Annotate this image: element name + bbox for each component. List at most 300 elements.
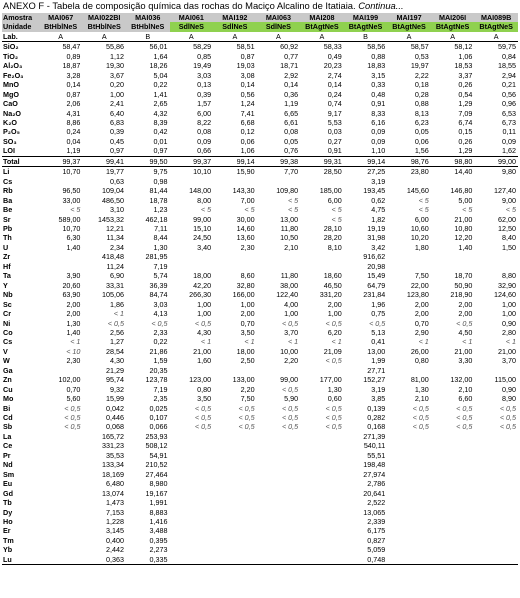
element-label: Sm	[3, 469, 15, 479]
sample-id-cell: MAI199	[344, 13, 388, 22]
element-label: Cu	[3, 384, 13, 394]
value-cell: 2,50	[240, 356, 255, 366]
value-cell: 0,22	[153, 80, 168, 90]
value-cell: < 0,5	[194, 413, 212, 423]
trace-element-row	[2, 470, 518, 479]
value-cell: 2,74	[327, 70, 342, 80]
value-cell: 508,12	[145, 441, 168, 451]
value-cell: < 0,5	[238, 413, 255, 423]
header-label: Unidade	[2, 22, 39, 31]
value-cell: 18,60	[323, 271, 342, 281]
value-cell: 12,21	[105, 223, 124, 233]
value-cell: 8,90	[502, 394, 516, 404]
value-cell: 2,786	[367, 479, 386, 489]
value-cell: 35,53	[105, 450, 124, 460]
value-cell: 0,11	[502, 127, 516, 137]
value-cell: 56,01	[149, 42, 168, 52]
value-cell: 146,80	[450, 186, 473, 196]
lab-cell: A	[82, 32, 126, 42]
value-cell	[213, 508, 257, 517]
value-cell: 4,30	[109, 356, 124, 366]
value-cell	[387, 508, 431, 517]
value-cell: 58,29	[193, 42, 212, 52]
value-cell	[213, 498, 257, 507]
value-cell: 916,62	[363, 252, 386, 262]
trace-element-row	[2, 356, 518, 365]
unit-cell: BtAgtNeS	[474, 22, 518, 31]
element-label: Ce	[3, 441, 13, 451]
value-cell: 2,10	[458, 384, 473, 394]
value-cell: 1,30	[66, 318, 81, 328]
major-oxide-row	[2, 42, 518, 52]
value-cell: 24,50	[193, 233, 212, 243]
element-label: MgO	[3, 89, 19, 99]
value-cell: 0,97	[109, 146, 124, 156]
value-cell: 98,80	[431, 156, 475, 166]
value-cell: < 0,5	[281, 422, 299, 432]
value-cell	[431, 432, 475, 441]
value-cell	[170, 451, 214, 460]
value-cell: 0,33	[371, 80, 386, 90]
value-cell	[300, 252, 344, 261]
value-cell: < 5	[70, 205, 81, 215]
value-cell: 2,33	[153, 327, 168, 337]
value-cell: 5,059	[367, 545, 386, 555]
value-cell: < 5	[418, 205, 429, 215]
value-cell: 0,139	[367, 403, 386, 413]
sample-id-cell: MAI063	[257, 13, 301, 22]
value-cell: 59,75	[498, 42, 516, 52]
table-title	[3, 0, 404, 12]
element-label: Fe₂O₃	[3, 70, 24, 80]
value-cell	[39, 479, 83, 488]
lab-cell: A	[387, 32, 431, 42]
value-cell	[474, 262, 518, 271]
value-cell: 0,24	[66, 127, 81, 137]
value-cell	[170, 470, 214, 479]
trace-element-row	[2, 224, 518, 233]
value-cell: 0,282	[367, 413, 386, 423]
trace-element-row	[2, 319, 518, 328]
value-cell	[431, 536, 475, 545]
value-cell: 143,30	[232, 186, 255, 196]
value-cell: 2,65	[153, 99, 168, 109]
value-cell: 1,40	[66, 242, 81, 252]
value-cell: < 1	[244, 337, 255, 347]
element-label: Yb	[3, 545, 13, 555]
value-cell	[170, 479, 214, 488]
value-cell	[300, 498, 344, 507]
value-cell: < 0,5	[325, 318, 342, 328]
value-cell: 145,60	[406, 186, 429, 196]
value-cell: 42,20	[193, 280, 212, 290]
value-cell: 5,53	[327, 117, 342, 127]
value-cell: 0,08	[197, 127, 212, 137]
value-cell: 0,04	[66, 136, 81, 146]
value-cell: 271,39	[363, 431, 386, 441]
value-cell: 10,70	[62, 167, 81, 177]
trace-element-row	[2, 215, 518, 224]
value-cell: 0,827	[367, 535, 386, 545]
value-cell: 20,641	[363, 488, 386, 498]
value-cell: 0,97	[153, 146, 168, 156]
value-cell: 4,50	[458, 327, 473, 337]
value-cell	[257, 460, 301, 469]
value-cell	[387, 517, 431, 526]
sample-id-cell: MAI208	[300, 13, 344, 22]
value-cell	[387, 366, 431, 375]
element-label: Na₂O	[3, 108, 21, 118]
value-cell	[213, 517, 257, 526]
value-cell: 1,24	[240, 99, 255, 109]
value-cell: 99,50	[126, 156, 170, 166]
element-label: V	[3, 346, 8, 356]
value-cell: 19,167	[145, 488, 168, 498]
value-cell: 1,06	[240, 146, 255, 156]
value-cell: 19,97	[410, 61, 429, 71]
value-cell: 2,20	[240, 384, 255, 394]
value-cell: 4,00	[284, 299, 299, 309]
value-cell	[257, 441, 301, 450]
element-label: Bi	[3, 403, 11, 413]
value-cell: 8,39	[153, 117, 168, 127]
element-label: Rb	[3, 186, 13, 196]
value-cell: 0,80	[197, 384, 212, 394]
value-cell: 18,55	[498, 61, 516, 71]
header-label: Lab.	[2, 32, 39, 42]
element-label: Pr	[3, 450, 11, 460]
lab-cell: A	[170, 32, 214, 42]
trace-element-row	[2, 300, 518, 309]
value-cell: 2,41	[109, 99, 124, 109]
unit-cell: BtAgtNeS	[300, 22, 344, 31]
value-cell: 1,30	[327, 384, 342, 394]
value-cell: 58,51	[236, 42, 255, 52]
value-cell	[387, 177, 431, 186]
value-cell: 3,145	[105, 526, 124, 536]
value-cell: 27,25	[367, 167, 386, 177]
value-cell	[300, 545, 344, 554]
value-cell: 21,29	[105, 365, 124, 375]
lab-cell: B	[344, 32, 388, 42]
value-cell: 15,10	[193, 223, 212, 233]
major-oxide-row	[2, 137, 518, 146]
value-cell: 0,28	[414, 89, 429, 99]
value-cell: 14,40	[454, 167, 473, 177]
value-cell: 0,068	[105, 422, 124, 432]
sample-id-cell: MAI067	[39, 13, 83, 22]
element-label: K₂O	[3, 117, 17, 127]
value-cell	[39, 252, 83, 261]
value-cell	[39, 451, 83, 460]
value-cell: 0,98	[153, 176, 168, 186]
value-cell	[431, 366, 475, 375]
value-cell: 18,26	[149, 61, 168, 71]
value-cell	[213, 479, 257, 488]
value-cell	[257, 262, 301, 271]
element-label: Ni	[3, 318, 11, 328]
value-cell: 60,92	[280, 42, 299, 52]
value-cell	[431, 252, 475, 261]
value-cell: 21,00	[454, 214, 473, 224]
value-cell: 0,168	[367, 422, 386, 432]
value-cell: 4,13	[153, 309, 168, 319]
value-cell: 62,00	[498, 214, 516, 224]
element-label: Ga	[3, 365, 13, 375]
value-cell: 231,84	[363, 290, 386, 300]
value-cell: 0,70	[240, 318, 255, 328]
element-label: Sb	[3, 422, 13, 432]
value-cell: 6,175	[367, 526, 386, 536]
value-cell: 3,19	[371, 384, 386, 394]
value-cell: 21,09	[323, 346, 342, 356]
value-cell: 3,85	[371, 394, 386, 404]
trace-element-row	[2, 460, 518, 469]
value-cell: 193,45	[363, 186, 386, 196]
value-cell: 1,96	[371, 299, 386, 309]
value-cell	[300, 555, 344, 565]
value-cell	[170, 536, 214, 545]
element-label: Zn	[3, 375, 12, 385]
value-cell: 81,44	[149, 186, 168, 196]
value-cell: < 1	[113, 309, 124, 319]
value-cell	[257, 451, 301, 460]
value-cell: 0,88	[414, 99, 429, 109]
lab-cell: A	[431, 32, 475, 42]
value-cell	[39, 366, 83, 375]
value-cell	[474, 526, 518, 535]
value-cell: 0,09	[502, 136, 516, 146]
value-cell: 1,00	[502, 299, 516, 309]
value-cell: 0,395	[149, 535, 168, 545]
value-cell: 8,33	[371, 108, 386, 118]
unit-cell: BtHblNeS	[126, 22, 170, 31]
value-cell: 28,50	[323, 167, 342, 177]
value-cell: 58,12	[454, 42, 473, 52]
value-cell: 0,89	[66, 51, 81, 61]
value-cell: 63,90	[62, 290, 81, 300]
value-cell: 99,37	[39, 156, 83, 166]
value-cell: < 0,5	[194, 403, 212, 413]
value-cell: 1,29	[458, 99, 473, 109]
value-cell	[170, 432, 214, 441]
element-label: La	[3, 431, 12, 441]
value-cell: 4,32	[153, 108, 168, 118]
value-cell	[474, 479, 518, 488]
value-cell	[213, 489, 257, 498]
value-cell: 6,61	[284, 117, 299, 127]
element-label: SiO₂	[3, 42, 19, 52]
element-label: Ba	[3, 195, 13, 205]
value-cell: 2,00	[458, 309, 473, 319]
lab-cell: A	[300, 32, 344, 42]
value-cell: 7,00	[240, 195, 255, 205]
value-cell: 19,49	[193, 61, 212, 71]
value-cell: 0,80	[414, 356, 429, 366]
value-cell: 8,60	[240, 271, 255, 281]
value-cell: 5,13	[371, 327, 386, 337]
value-cell: 32,80	[236, 280, 255, 290]
value-cell: 1,59	[153, 356, 168, 366]
value-cell: 0,042	[105, 403, 124, 413]
value-cell: < 0,5	[64, 413, 81, 423]
lab-cell: A	[213, 32, 257, 42]
value-cell: 10,00	[280, 346, 299, 356]
element-label: U	[3, 242, 9, 252]
value-cell	[170, 366, 214, 375]
value-cell: 0,48	[371, 89, 386, 99]
trace-element-row	[2, 451, 518, 460]
value-cell: < 0,5	[499, 422, 516, 432]
value-cell: 6,00	[197, 108, 212, 118]
value-cell: < 0,5	[412, 422, 429, 432]
value-cell: 6,83	[109, 117, 124, 127]
value-cell: 98,76	[387, 156, 431, 166]
value-cell: 1,23	[153, 205, 168, 215]
value-cell	[170, 489, 214, 498]
value-cell: 2,00	[458, 299, 473, 309]
value-cell: 1,80	[414, 242, 429, 252]
value-cell: 0,70	[66, 384, 81, 394]
chemical-composition-table	[2, 13, 518, 565]
value-cell	[257, 177, 301, 186]
value-cell	[474, 498, 518, 507]
trace-element-row	[2, 394, 518, 403]
value-cell	[387, 460, 431, 469]
value-cell	[431, 451, 475, 460]
value-cell: 7,11	[154, 223, 168, 233]
value-cell: 3,03	[197, 70, 212, 80]
element-label: P₂O₅	[3, 127, 20, 137]
lab-cell: A	[257, 32, 301, 42]
value-cell: 331,20	[319, 290, 342, 300]
value-cell: 27,71	[367, 365, 386, 375]
value-cell: 3,10	[109, 205, 124, 215]
element-label: Li	[3, 167, 10, 177]
value-cell: 0,45	[109, 136, 124, 146]
value-cell: 3,50	[240, 327, 255, 337]
value-cell	[387, 498, 431, 507]
value-cell: 0,14	[327, 80, 342, 90]
trace-element-row	[2, 347, 518, 356]
value-cell: 33,00	[62, 195, 81, 205]
value-cell: 27,464	[145, 469, 168, 479]
value-cell: 10,70	[62, 223, 81, 233]
value-cell: 210,52	[145, 460, 168, 470]
value-cell	[257, 432, 301, 441]
value-cell: 3,15	[371, 70, 386, 80]
value-cell: 115,00	[494, 375, 516, 385]
value-cell: 6,00	[327, 195, 342, 205]
value-cell: 6,65	[284, 108, 299, 118]
value-cell: 0,24	[327, 89, 342, 99]
value-cell: 0,05	[414, 127, 429, 137]
trace-element-row	[2, 196, 518, 205]
value-cell	[431, 262, 475, 271]
value-cell: < 0,5	[281, 318, 299, 328]
value-cell: 2,00	[414, 309, 429, 319]
value-cell: 0,066	[149, 422, 168, 432]
value-cell: 127,40	[494, 186, 516, 196]
element-label: Hf	[3, 261, 11, 271]
value-cell: < 0,5	[281, 384, 299, 394]
element-label: Eu	[3, 479, 13, 489]
value-cell: < 0,5	[325, 413, 342, 423]
value-cell: 8,44	[153, 233, 168, 243]
value-cell: 95,74	[105, 375, 124, 385]
value-cell: 266,30	[189, 290, 212, 300]
value-cell	[39, 526, 83, 535]
value-cell: 1,27	[109, 337, 124, 347]
value-cell: 10,50	[280, 233, 299, 243]
value-cell: 84,74	[149, 290, 168, 300]
value-cell: 2,442	[105, 545, 124, 555]
value-cell: 5,04	[153, 70, 168, 80]
value-cell: 331,23	[102, 441, 124, 451]
unit-cell: BtAgtNeS	[387, 22, 431, 31]
value-cell	[257, 252, 301, 261]
value-cell: 2,00	[414, 299, 429, 309]
value-cell: 10,60	[410, 223, 429, 233]
value-cell: 0,62	[371, 195, 386, 205]
trace-element-row	[2, 252, 518, 261]
value-cell: 3,03	[153, 299, 168, 309]
value-cell: 0,39	[197, 89, 212, 99]
value-cell	[474, 441, 518, 450]
value-cell	[474, 252, 518, 261]
value-cell	[213, 555, 257, 565]
value-cell: 9,75	[153, 167, 168, 177]
value-cell: 1,60	[197, 356, 212, 366]
value-cell: 0,91	[327, 146, 342, 156]
value-cell: 58,57	[410, 42, 429, 52]
value-cell: 0,025	[149, 403, 168, 413]
value-cell: 0,41	[371, 337, 386, 347]
value-cell	[300, 489, 344, 498]
value-cell: 27,974	[363, 469, 386, 479]
value-cell: 0,03	[327, 127, 342, 137]
value-cell: 1,473	[105, 498, 124, 508]
value-cell	[213, 545, 257, 554]
value-cell	[170, 555, 214, 565]
trace-element-row	[2, 404, 518, 413]
value-cell: 20,23	[323, 61, 342, 71]
value-cell: 21,86	[149, 346, 168, 356]
value-cell: 0,14	[240, 80, 255, 90]
value-cell: 1,82	[371, 214, 386, 224]
value-cell: < 0,5	[369, 318, 386, 328]
value-cell: 1,19	[284, 99, 299, 109]
value-cell: 1,30	[414, 384, 429, 394]
trace-element-row	[2, 290, 518, 299]
value-cell: < 0,5	[151, 318, 168, 328]
value-cell: 165,72	[102, 431, 124, 441]
trace-element-row	[2, 309, 518, 318]
value-cell: 1,00	[197, 309, 212, 319]
value-cell: < 0,5	[194, 422, 212, 432]
value-cell: 99,41	[82, 156, 126, 166]
element-label: Al₂O₃	[3, 61, 23, 71]
value-cell: 3,30	[458, 356, 473, 366]
value-cell: 6,60	[458, 394, 473, 404]
value-cell: 1,12	[109, 51, 124, 61]
value-cell: 3,28	[66, 70, 81, 80]
value-cell	[474, 517, 518, 526]
value-cell: 1,40	[458, 242, 473, 252]
value-cell: 28,20	[323, 233, 342, 243]
sample-id-cell: MAI036	[126, 13, 170, 22]
value-cell: 462,18	[145, 214, 168, 224]
